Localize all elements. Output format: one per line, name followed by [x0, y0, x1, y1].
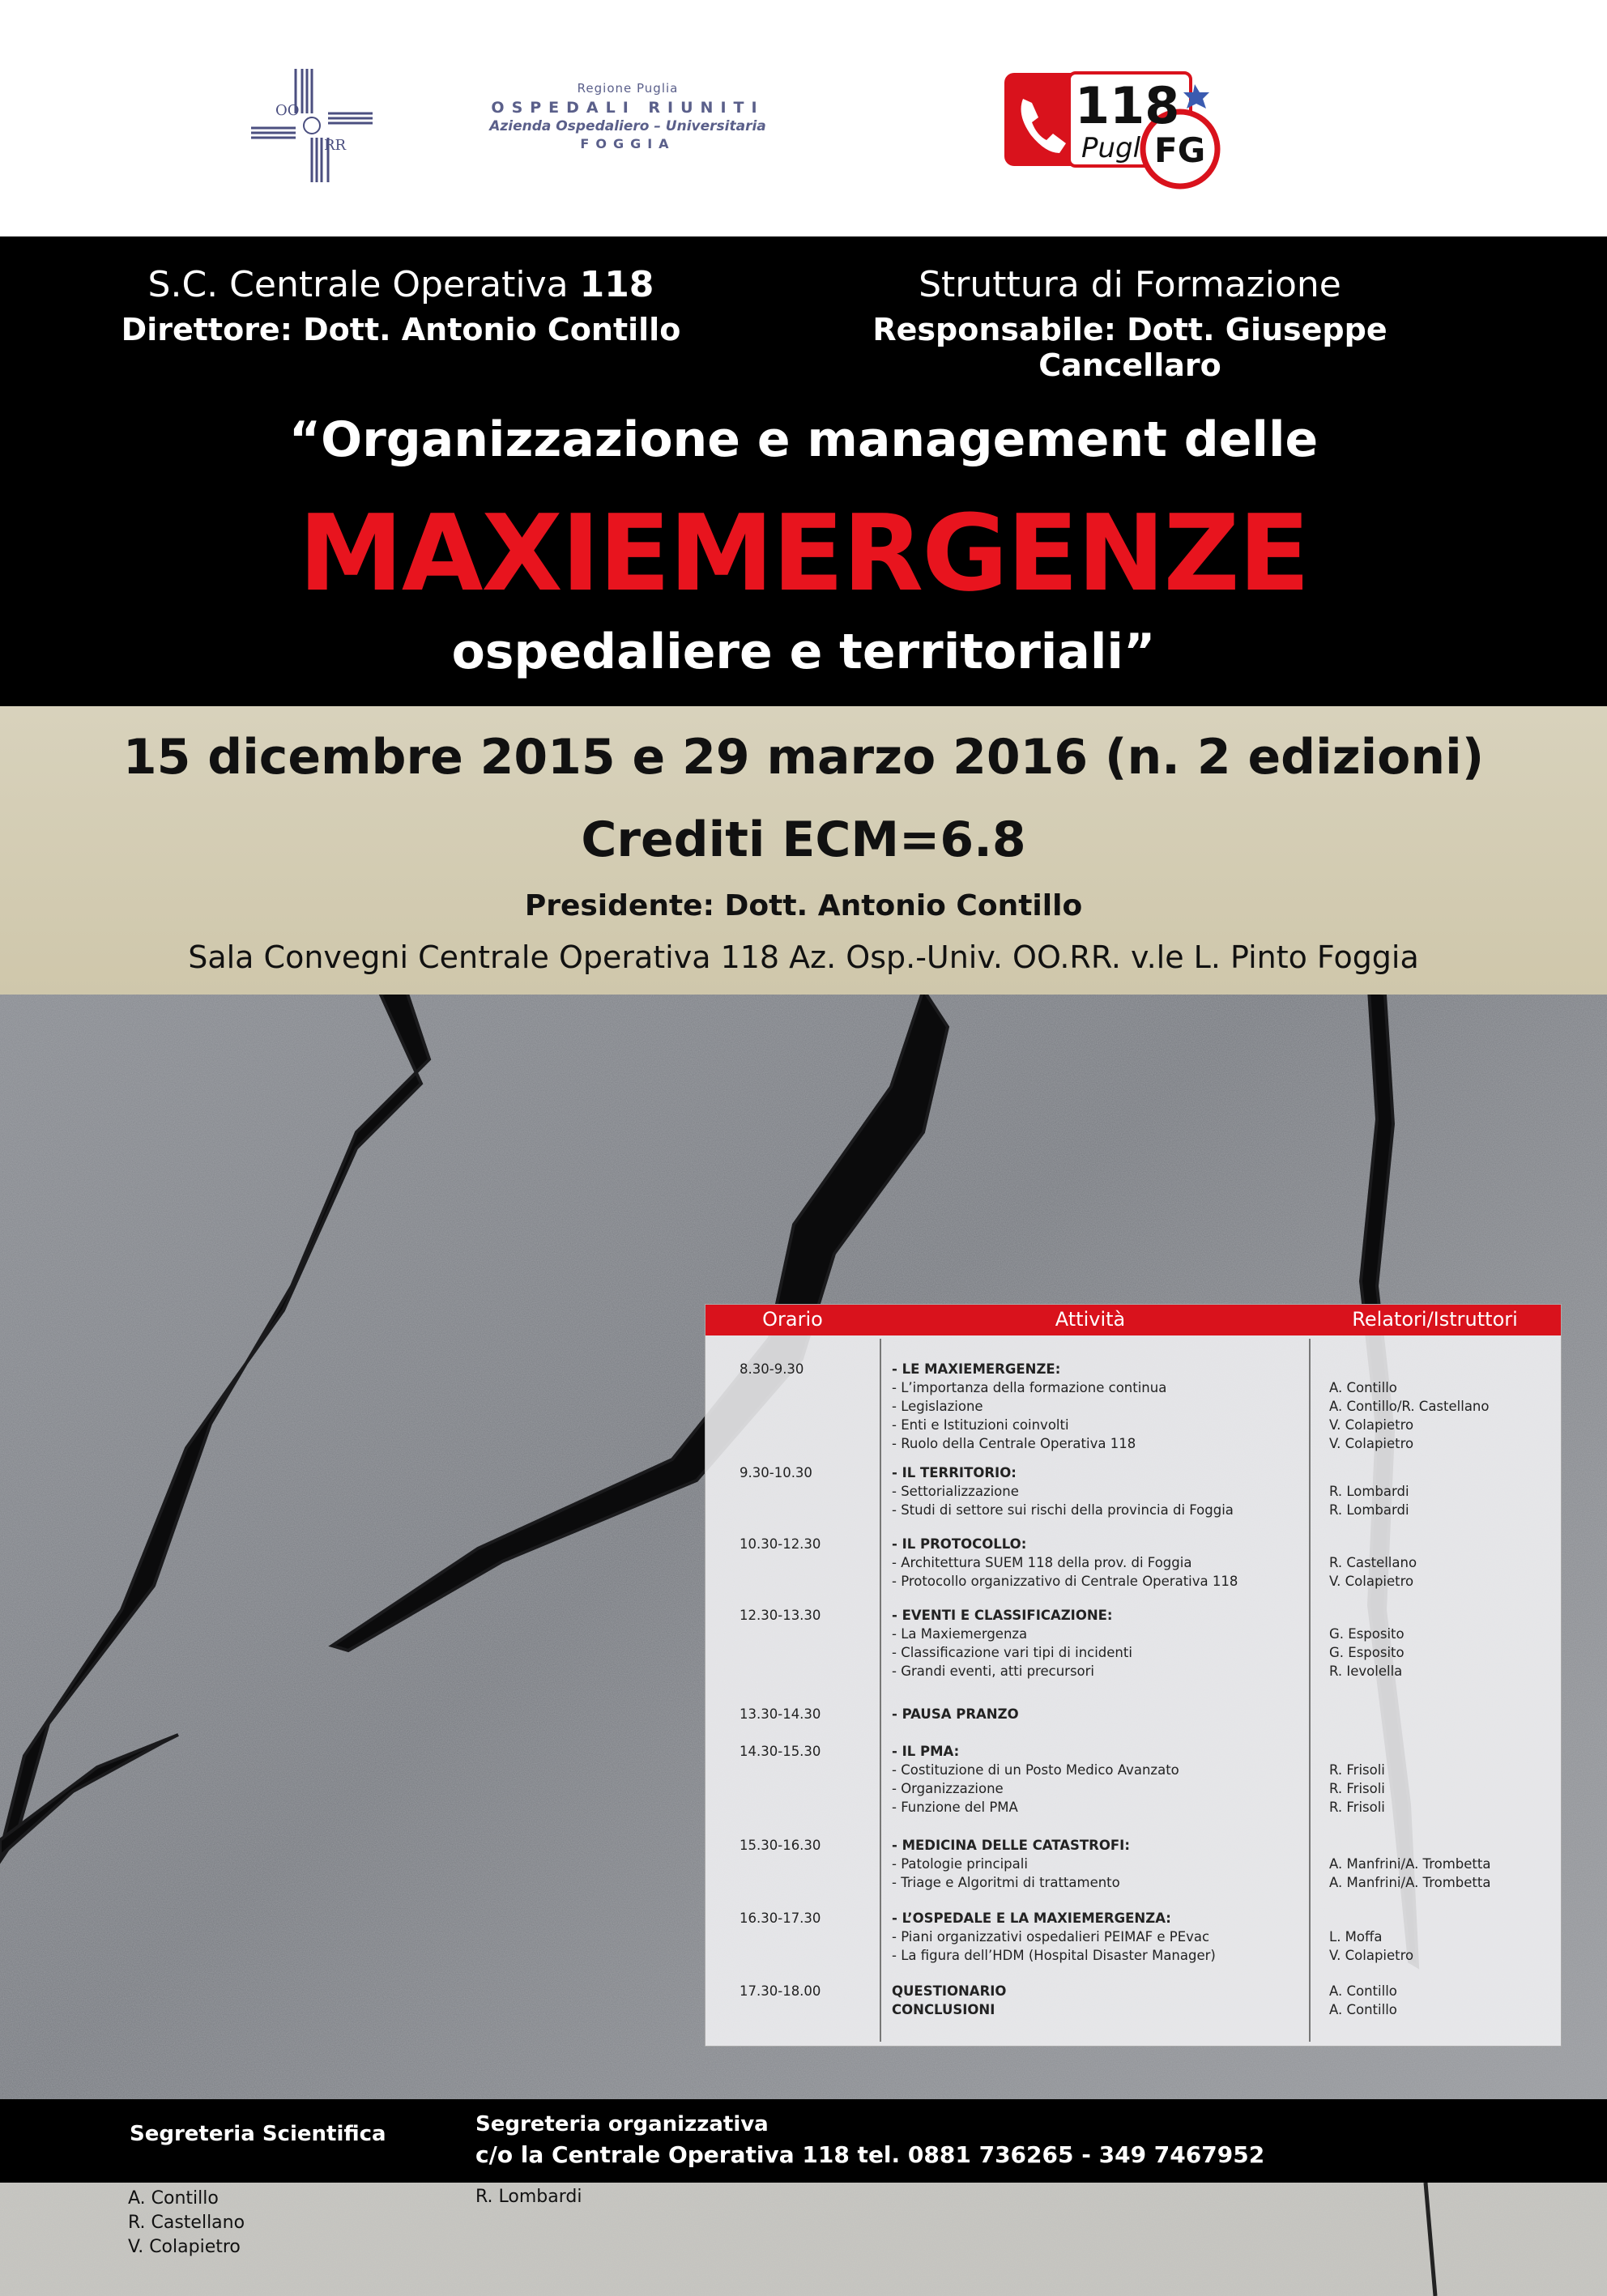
hospital-name: OSPEDALI RIUNITI	[491, 99, 765, 117]
event-dates: 15 dicembre 2015 e 29 marzo 2016 (n. 2 edizioni)	[122, 729, 1485, 786]
speaker-name: A. Contillo	[1329, 2002, 1397, 2017]
hospital-type: Azienda Ospedaliero – Universitaria	[489, 118, 766, 134]
program-speakers	[1329, 1761, 1556, 1817]
training-header	[802, 264, 1458, 383]
scientific-secretariat-label: Segreteria Scientifica	[130, 2122, 386, 2146]
program-activity	[892, 1909, 1297, 1965]
title-line-3: ospedaliere e territoriali”	[451, 624, 1156, 680]
speaker-name: R. Ievolella	[1329, 1663, 1403, 1679]
event-venue: Sala Convegni Centrale Operativa 118 Az. Osp.-Univ. OO.RR. v.le L. Pinto Foggia	[188, 939, 1419, 975]
program-time: 10.30-12.30	[740, 1536, 821, 1552]
program-table-header	[705, 1305, 1561, 1335]
activity-title: - MEDICINA DELLE CATASTROFI:	[892, 1838, 1130, 1853]
activity-item: - Triage e Algoritmi di trattamento	[892, 1875, 1120, 1890]
program-activity	[892, 1705, 1297, 1723]
activity-title: - IL PROTOCOLLO:	[892, 1536, 1027, 1552]
program-time: 16.30-17.30	[740, 1910, 821, 1926]
activity-title: - LE MAXIEMERGENZE:	[892, 1361, 1061, 1377]
speaker-name: A. Manfrini/A. Trombetta	[1329, 1875, 1491, 1890]
activity-title: - IL TERRITORIO:	[892, 1465, 1017, 1480]
activity-item: - Costituzione di un Posto Medico Avanzato	[892, 1762, 1179, 1778]
program-activity	[892, 1606, 1297, 1680]
activity-item: - Grandi eventi, atti precursori	[892, 1663, 1095, 1679]
speaker-name: A. Contillo/R. Castellano	[1329, 1399, 1490, 1414]
department-header	[0, 264, 802, 347]
program-time: 8.30-9.30	[740, 1361, 804, 1377]
program-speakers	[1329, 1625, 1556, 1680]
department-name: S.C. Centrale Operativa	[147, 264, 580, 305]
program-speakers	[1329, 1553, 1556, 1591]
speaker-name: A. Manfrini/A. Trombetta	[1329, 1856, 1491, 1872]
column-header-activity: Attività	[1055, 1308, 1126, 1331]
event-president: Presidente: Dott. Antonio Contillo	[524, 889, 1083, 922]
activity-title: - PAUSA PRANZO	[892, 1706, 1019, 1722]
organizing-secretariat-contact: c/o la Centrale Operativa 118 tel. 0881 736265 - 349 7467952	[475, 2141, 1265, 2168]
program-activity	[892, 1836, 1297, 1892]
speaker-name: V. Colapietro	[1329, 1436, 1414, 1451]
program-activity	[892, 1360, 1297, 1453]
activity-item: - Legislazione	[892, 1399, 983, 1414]
speaker-name: G. Esposito	[1329, 1645, 1405, 1660]
program-activity	[892, 1982, 1297, 2019]
svg-text:Pugl: Pugl	[1081, 132, 1141, 164]
svg-text:FG: FG	[1154, 130, 1206, 170]
program-speakers	[1329, 1982, 1556, 2019]
program-speakers	[1329, 1928, 1556, 1965]
activity-item: - Settorializzazione	[892, 1484, 1019, 1499]
department-number: 118	[579, 264, 654, 305]
svg-text:118: 118	[1075, 76, 1180, 135]
scientific-secretariat-names	[128, 2187, 245, 2260]
activity-item: - La figura dell’HDM (Hospital Disaster Manager)	[892, 1948, 1216, 1963]
activity-item: - Organizzazione	[892, 1781, 1004, 1796]
speaker-name: R. Frisoli	[1329, 1800, 1385, 1815]
activity-item: - Protocollo organizzativo di Centrale Operativa 118	[892, 1574, 1238, 1589]
svg-text:RR: RR	[324, 137, 347, 154]
organizing-secretariat-label: Segreteria organizzativa	[475, 2112, 769, 2136]
activity-item: - Funzione del PMA	[892, 1800, 1018, 1815]
ecm-credits: Crediti ECM=6.8	[581, 811, 1026, 868]
activity-item: - Patologie principali	[892, 1856, 1028, 1872]
training-manager: Responsabile: Dott. Giuseppe Cancellaro	[872, 312, 1387, 383]
activity-item: CONCLUSIONI	[892, 2002, 995, 2017]
program-activity	[892, 1742, 1297, 1817]
program-time: 12.30-13.30	[740, 1608, 821, 1623]
column-header-time: Orario	[762, 1308, 823, 1331]
activity-item: - Piani organizzativi ospedalieri PEIMAF e PEvac	[892, 1929, 1210, 1945]
speaker-name: A. Contillo	[1329, 1983, 1397, 1999]
activity-title: - EVENTI E CLASSIFICAZIONE:	[892, 1608, 1113, 1623]
program-activity	[892, 1535, 1297, 1591]
speaker-name: R. Frisoli	[1329, 1781, 1385, 1796]
training-structure: Struttura di Formazione	[919, 264, 1341, 305]
logo-118-puglia-fg	[1000, 66, 1243, 196]
program-activity	[892, 1463, 1297, 1519]
program-speakers	[1329, 1855, 1556, 1892]
speaker-name: R. Lombardi	[1329, 1484, 1409, 1499]
speaker-name: V. Colapietro	[1329, 1948, 1414, 1963]
organizing-secretariat-names	[475, 2187, 582, 2207]
speaker-name: R. Lombardi	[1329, 1502, 1409, 1518]
speaker-name: V. Colapietro	[1329, 1417, 1414, 1433]
secretariat-name: A. Contillo	[128, 2188, 219, 2209]
activity-item: - La Maxiemergenza	[892, 1626, 1028, 1642]
program-time: 13.30-14.30	[740, 1706, 821, 1722]
secretariat-name: R. Castellano	[128, 2213, 245, 2233]
program-table	[705, 1304, 1562, 2047]
title-line-1: “Organizzazione e management delle	[288, 411, 1319, 468]
ospedali-riuniti-logo-text	[441, 81, 814, 151]
program-speakers	[1329, 1482, 1556, 1519]
activity-item: - Classificazione vari tipi di incidenti	[892, 1645, 1132, 1660]
speaker-name: R. Castellano	[1329, 1555, 1417, 1570]
title-main: MAXIEMERGENZE	[298, 492, 1309, 615]
director-name: Direttore: Dott. Antonio Contillo	[121, 312, 681, 347]
activity-item: - Ruolo della Centrale Operativa 118	[892, 1436, 1136, 1451]
activity-item: - L’importanza della formazione continua	[892, 1380, 1167, 1395]
hospital-city: FOGGIA	[580, 136, 676, 151]
column-divider	[1309, 1339, 1311, 2042]
secretariat-name: R. Lombardi	[475, 2187, 582, 2207]
speaker-name: G. Esposito	[1329, 1626, 1405, 1642]
speaker-name: R. Frisoli	[1329, 1762, 1385, 1778]
speaker-name: A. Contillo	[1329, 1380, 1397, 1395]
secretariat-name: V. Colapietro	[128, 2237, 241, 2257]
activity-title: QUESTIONARIO	[892, 1983, 1007, 1999]
program-time: 15.30-16.30	[740, 1838, 821, 1853]
oorr-logo	[247, 65, 377, 186]
region-label: Regione Puglia	[577, 81, 679, 96]
program-time: 9.30-10.30	[740, 1465, 812, 1480]
speaker-name: V. Colapietro	[1329, 1574, 1414, 1589]
program-time: 17.30-18.00	[740, 1983, 821, 1999]
column-header-speakers: Relatori/Istruttori	[1352, 1308, 1518, 1331]
program-time: 14.30-15.30	[740, 1744, 821, 1759]
svg-text:OO: OO	[275, 102, 300, 119]
activity-item: - Studi di settore sui rischi della provincia di Foggia	[892, 1502, 1234, 1518]
program-speakers	[1329, 1378, 1556, 1453]
activity-title: - IL PMA:	[892, 1744, 960, 1759]
activity-item: - Architettura SUEM 118 della prov. di Foggia	[892, 1555, 1192, 1570]
speaker-name: L. Moffa	[1329, 1929, 1383, 1945]
column-divider	[880, 1339, 881, 2042]
activity-title: - L’OSPEDALE E LA MAXIEMERGENZA:	[892, 1910, 1171, 1926]
activity-item: - Enti e Istituzioni coinvolti	[892, 1417, 1069, 1433]
